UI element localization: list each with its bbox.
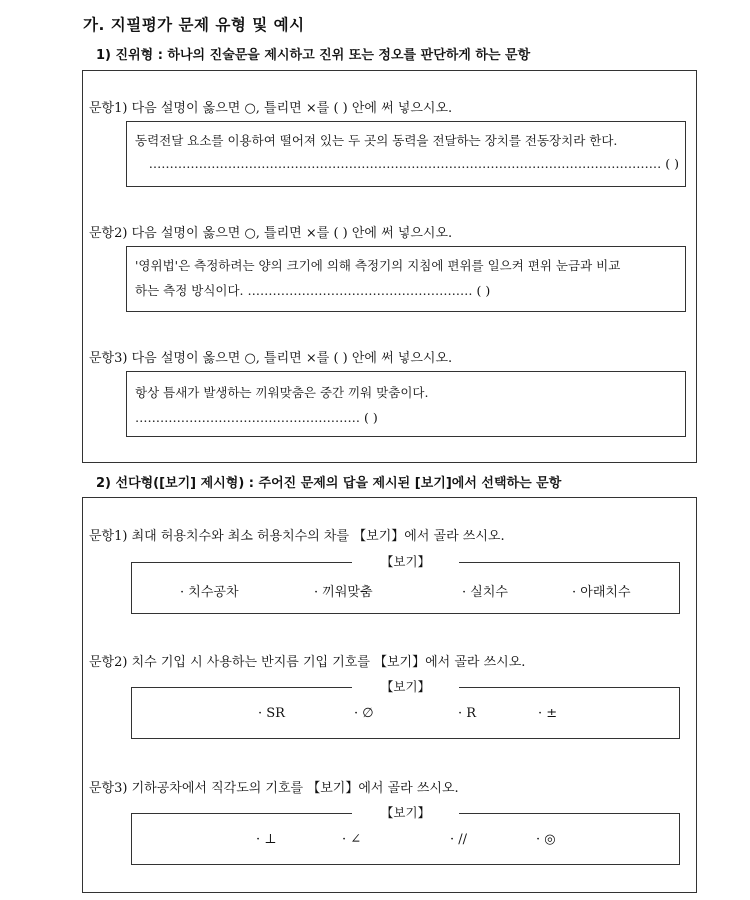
part2-title: 2) 선다형([보기] 제시형) : 주어진 문제의 답을 제시된 [보기]에서 선택하는 문항 bbox=[96, 476, 562, 491]
tf-question-3-line-1: 항상 틈새가 발생하는 끼워맞춤은 중간 끼워 맞춤이다. bbox=[135, 385, 429, 400]
multiple-choice-section bbox=[82, 497, 697, 893]
mc-question-2-bogi-box bbox=[131, 679, 680, 739]
mc-question-1-bogi-box bbox=[131, 554, 680, 614]
mc-question-2-option-3: · R bbox=[458, 706, 477, 721]
part1-title: 1) 진위형 : 하나의 진술문을 제시하고 진위 또는 정오를 판단하게 하는 문항 bbox=[96, 48, 531, 63]
mc-question-3-bogi-label: 【보기】 bbox=[380, 805, 431, 820]
mc-question-2-prompt: 문항2) 치수 기입 시 사용하는 반지름 기입 기호를 【보기】에서 골라 쓰시오. bbox=[89, 655, 526, 670]
mc-question-1-option-4: · 아래치수 bbox=[572, 585, 631, 600]
tf-question-3-line-2: ……………………………………………… ( ) bbox=[135, 410, 378, 425]
section-title: 가. 지필평가 문제 유형 및 예시 bbox=[83, 16, 305, 34]
tf-question-1-statement-box bbox=[126, 121, 686, 187]
mc-question-2-option-4: · ± bbox=[538, 706, 558, 721]
tf-question-3-prompt: 문항3) 다음 설명이 옳으면 ○, 틀리면 ×를 ( ) 안에 써 넣으시오. bbox=[89, 351, 453, 366]
tf-question-3-statement-box bbox=[126, 371, 686, 437]
tf-question-2-line-2: 하는 측정 방식이다. ……………………………………………… ( ) bbox=[135, 283, 491, 298]
mc-question-3-option-2: · ∠ bbox=[342, 832, 362, 847]
tf-question-2-line-1: '영위법'은 측정하려는 양의 크기에 의해 측정기의 지침에 편위를 일으켜 편위 눈금과 비교 bbox=[135, 258, 621, 273]
tf-question-2-statement-box bbox=[126, 246, 686, 312]
mc-question-2-option-2: · ∅ bbox=[354, 706, 374, 721]
mc-question-3-bogi-box bbox=[131, 805, 680, 865]
mc-question-3-option-3: · // bbox=[450, 832, 468, 847]
mc-question-3-prompt: 문항3) 기하공차에서 직각도의 기호를 【보기】에서 골라 쓰시오. bbox=[89, 781, 459, 796]
mc-question-3-option-4: · ◎ bbox=[536, 832, 556, 847]
true-false-section bbox=[82, 70, 697, 463]
mc-question-1-bogi-label: 【보기】 bbox=[380, 554, 431, 569]
tf-question-2-prompt: 문항2) 다음 설명이 옳으면 ○, 틀리면 ×를 ( ) 안에 써 넣으시오. bbox=[89, 226, 453, 241]
mc-question-2-bogi-label: 【보기】 bbox=[380, 679, 431, 694]
tf-question-1-prompt: 문항1) 다음 설명이 옳으면 ○, 틀리면 ×를 ( ) 안에 써 넣으시오. bbox=[89, 101, 453, 116]
mc-question-1-prompt: 문항1) 최대 허용치수와 최소 허용치수의 차를 【보기】에서 골라 쓰시오. bbox=[89, 529, 505, 544]
mc-question-1-option-2: · 끼워맞춤 bbox=[314, 585, 373, 600]
mc-question-3-option-1: · ⊥ bbox=[256, 832, 277, 847]
mc-question-1-option-3: · 실치수 bbox=[462, 585, 508, 600]
mc-question-2-option-1: · SR bbox=[258, 706, 285, 721]
tf-question-1-line-1: 동력전달 요소를 이용하여 떨어져 있는 두 곳의 동력을 전달하는 장치를 전동장치라 한다. bbox=[135, 133, 618, 148]
tf-question-1-line-2: …………………………………………………………………………………………………………… ( ) bbox=[148, 156, 679, 171]
mc-question-1-option-1: · 치수공차 bbox=[180, 585, 239, 600]
